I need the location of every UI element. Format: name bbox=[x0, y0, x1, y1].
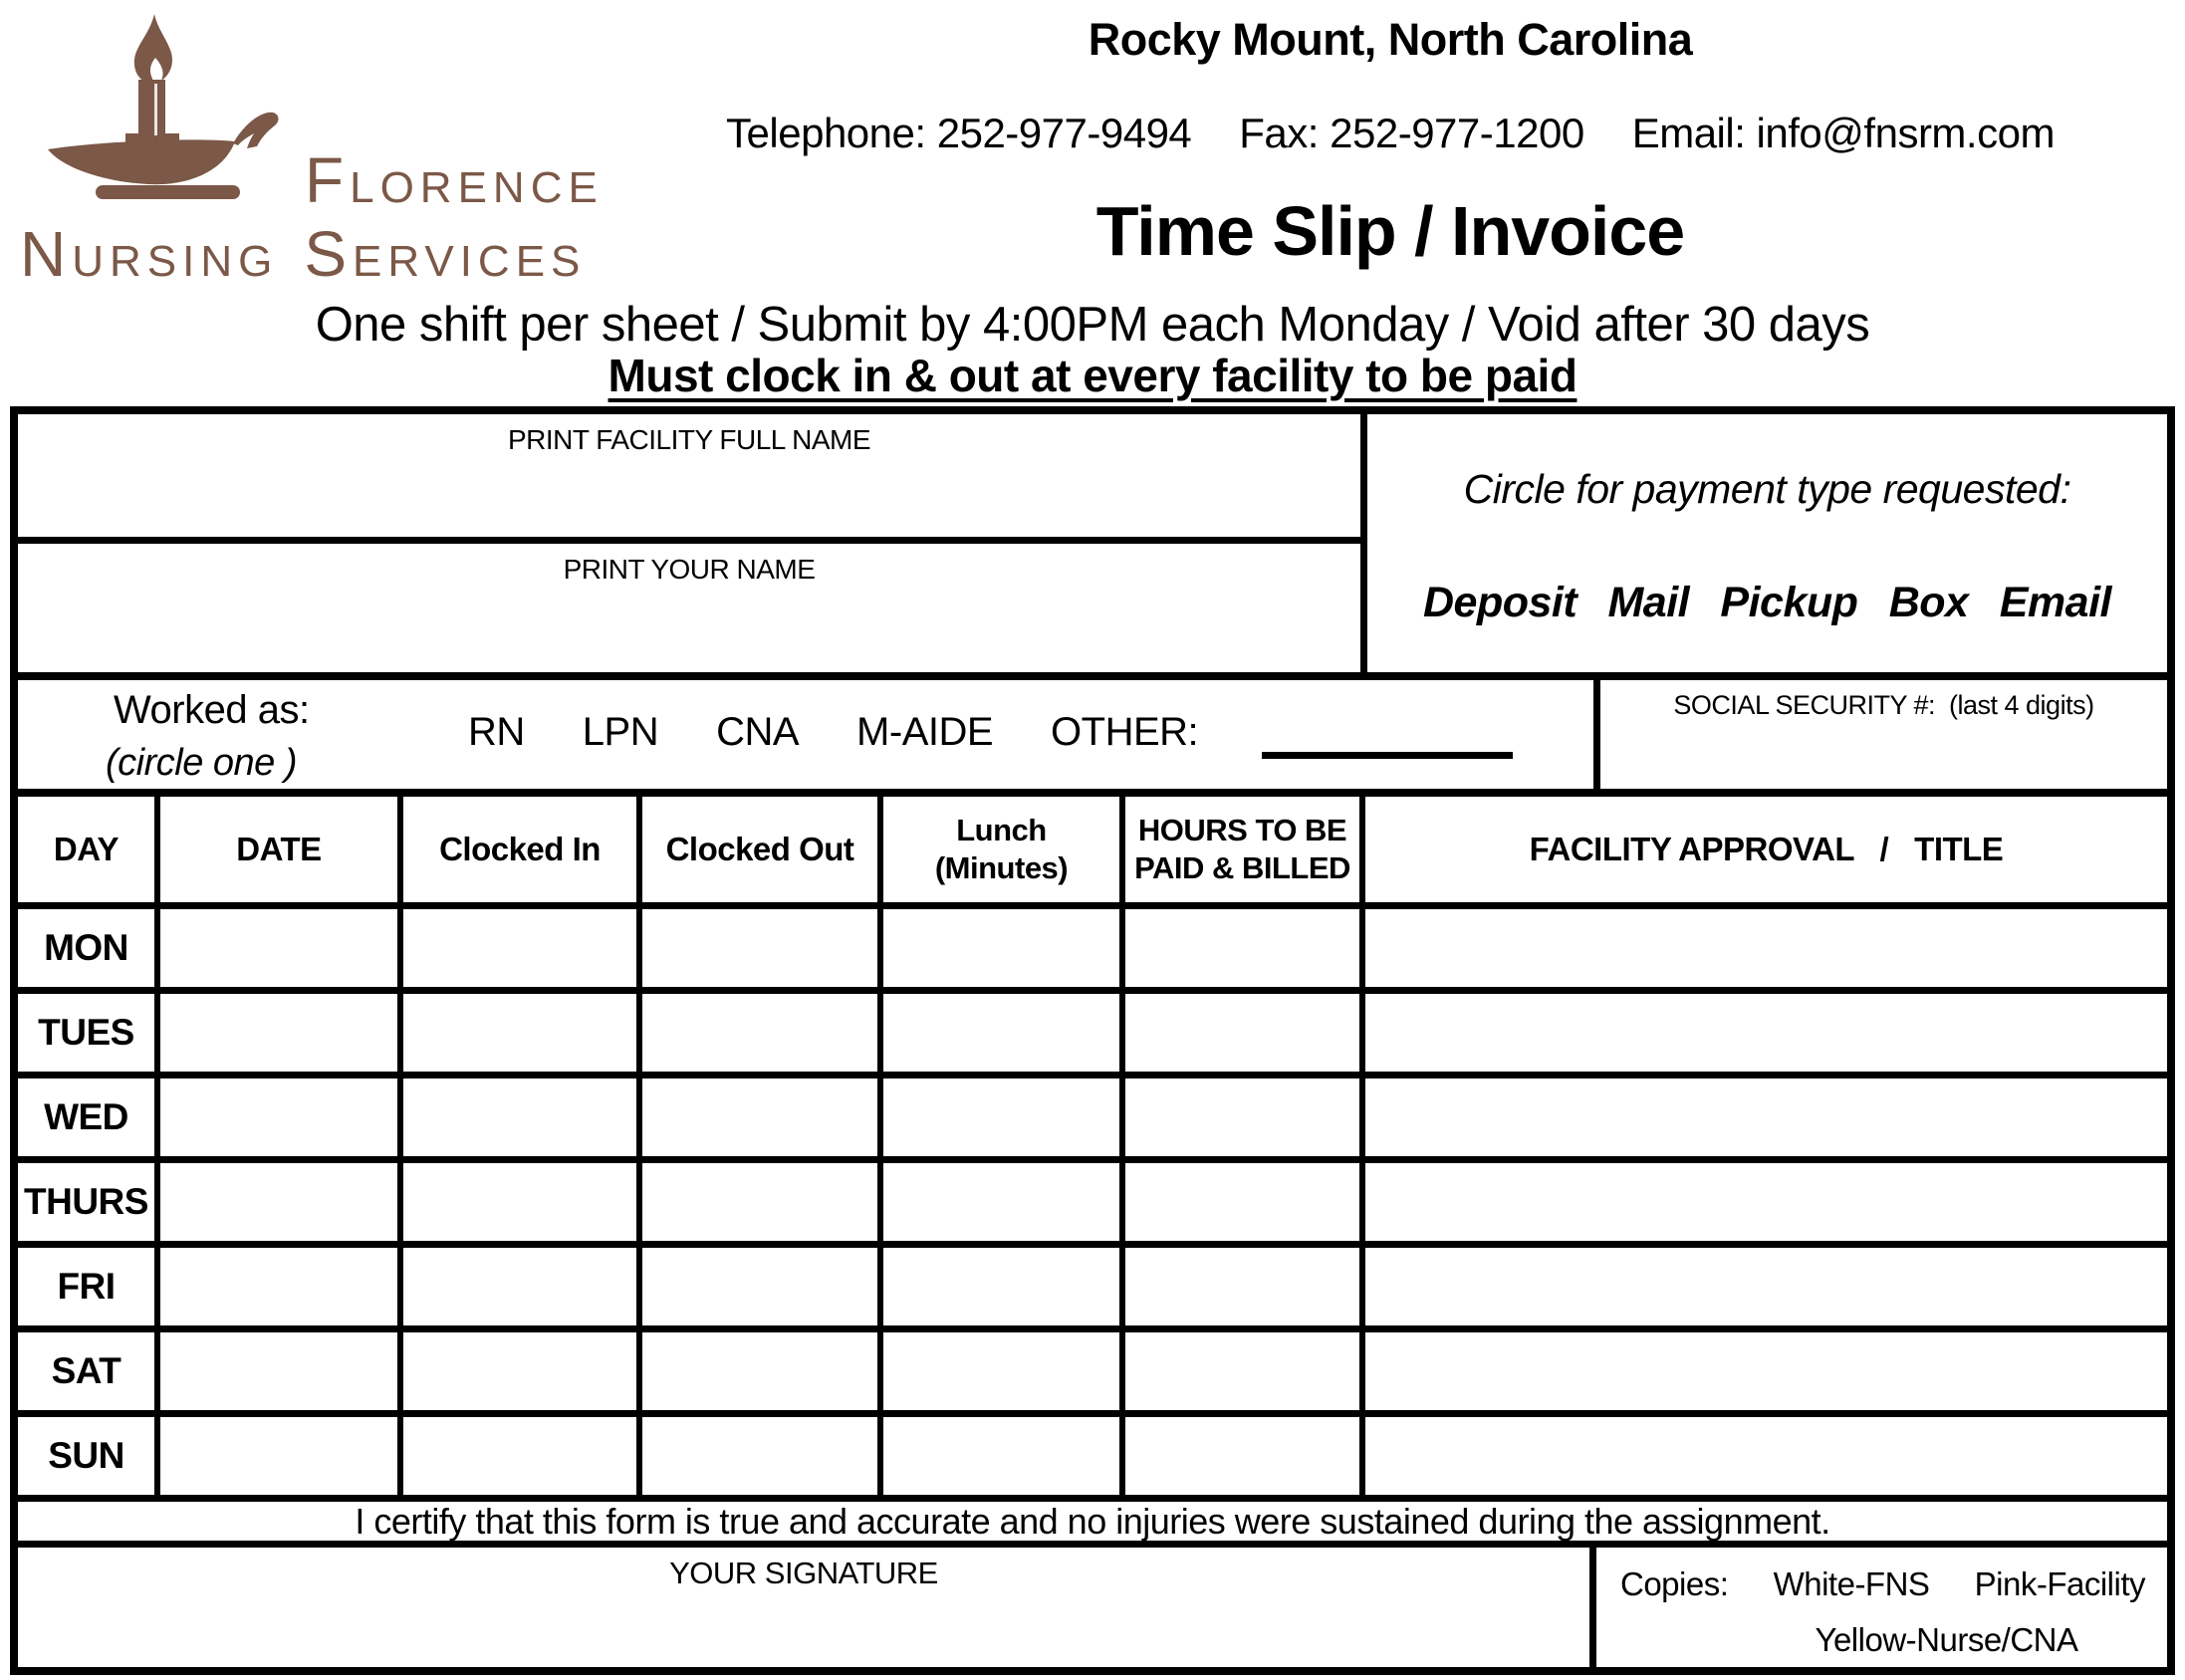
certification-statement: I certify that this form is true and accurate and no injuries were sustained during the assignment. bbox=[18, 1495, 2167, 1548]
payment-type-box bbox=[1360, 414, 2167, 672]
fax-text: Fax: 252-977-1200 bbox=[1239, 110, 1584, 156]
email-text: Email: info@fnsrm.com bbox=[1631, 110, 2055, 156]
entry-cell-wed-clocked-in[interactable] bbox=[397, 1072, 636, 1156]
entry-cell-sun-approval[interactable] bbox=[1359, 1410, 2167, 1495]
day-label-fri: FRI bbox=[18, 1241, 154, 1325]
entry-cell-fri-clocked-out[interactable] bbox=[636, 1241, 877, 1325]
entry-cell-tues-hours[interactable] bbox=[1119, 987, 1359, 1072]
entry-cell-tues-date[interactable] bbox=[154, 987, 397, 1072]
entry-cell-sun-clocked-in[interactable] bbox=[397, 1410, 636, 1495]
entry-cell-sat-hours[interactable] bbox=[1119, 1325, 1359, 1410]
entry-cell-mon-approval[interactable] bbox=[1359, 902, 2167, 987]
entry-cell-thurs-hours[interactable] bbox=[1119, 1156, 1359, 1241]
payment-options bbox=[1367, 579, 2167, 627]
entry-cell-mon-hours[interactable] bbox=[1119, 902, 1359, 987]
copies-box bbox=[1589, 1548, 2167, 1667]
copy-pink-facility: Pink-Facility bbox=[1974, 1565, 2145, 1602]
payment-option-pickup[interactable]: Pickup bbox=[1720, 579, 1858, 626]
entry-cell-fri-approval[interactable] bbox=[1359, 1241, 2167, 1325]
entry-cell-wed-lunch[interactable] bbox=[877, 1072, 1119, 1156]
day-label-mon: MON bbox=[18, 902, 154, 987]
entry-cell-tues-lunch[interactable] bbox=[877, 987, 1119, 1072]
company-logo bbox=[14, 8, 611, 302]
entry-cell-tues-clocked-out[interactable] bbox=[636, 987, 877, 1072]
entry-cell-sat-lunch[interactable] bbox=[877, 1325, 1119, 1410]
names-column bbox=[18, 414, 1360, 672]
role-other-label: OTHER: bbox=[1051, 710, 1199, 754]
entry-cell-mon-lunch[interactable] bbox=[877, 902, 1119, 987]
entry-cell-thurs-clocked-in[interactable] bbox=[397, 1156, 636, 1241]
day-label-wed: WED bbox=[18, 1072, 154, 1156]
facility-name-field[interactable] bbox=[18, 414, 1360, 544]
entry-cell-mon-date[interactable] bbox=[154, 902, 397, 987]
location-line: Rocky Mount, North Carolina bbox=[1088, 14, 1693, 65]
role-option-lpn[interactable]: LPN bbox=[582, 710, 659, 754]
entry-cell-fri-clocked-in[interactable] bbox=[397, 1241, 636, 1325]
day-label-sun: SUN bbox=[18, 1410, 154, 1495]
entry-cell-tues-approval[interactable] bbox=[1359, 987, 2167, 1072]
entry-cell-tues-clocked-in[interactable] bbox=[397, 987, 636, 1072]
brand-name-florence: FLORENCE bbox=[305, 144, 604, 216]
entry-cell-fri-date[interactable] bbox=[154, 1241, 397, 1325]
entry-cell-mon-clocked-in[interactable] bbox=[397, 902, 636, 987]
entry-cell-sat-approval[interactable] bbox=[1359, 1325, 2167, 1410]
col-header-clocked-in: Clocked In bbox=[397, 797, 636, 902]
day-label-thurs: THURS bbox=[18, 1156, 154, 1241]
entry-cell-wed-date[interactable] bbox=[154, 1072, 397, 1156]
day-label-tues: TUES bbox=[18, 987, 154, 1072]
subtitle-line: One shift per sheet / Submit by 4:00PM each Monday / Void after 30 days bbox=[315, 298, 1870, 352]
entry-cell-wed-hours[interactable] bbox=[1119, 1072, 1359, 1156]
entry-cell-sun-hours[interactable] bbox=[1119, 1410, 1359, 1495]
role-option-cna[interactable]: CNA bbox=[716, 710, 800, 754]
worked-as-row bbox=[18, 680, 2167, 797]
names-and-payment-row bbox=[18, 414, 2167, 680]
other-write-line[interactable] bbox=[1262, 752, 1513, 759]
copies-label: Copies: bbox=[1620, 1565, 1729, 1602]
form-body bbox=[10, 406, 2175, 1675]
col-header-clocked-out: Clocked Out bbox=[636, 797, 877, 902]
payment-option-deposit[interactable]: Deposit bbox=[1423, 579, 1578, 626]
entry-cell-thurs-date[interactable] bbox=[154, 1156, 397, 1241]
entry-cell-mon-clocked-out[interactable] bbox=[636, 902, 877, 987]
entry-cell-fri-hours[interactable] bbox=[1119, 1241, 1359, 1325]
entry-cell-sun-lunch[interactable] bbox=[877, 1410, 1119, 1495]
entry-cell-fri-lunch[interactable] bbox=[877, 1241, 1119, 1325]
lamp-icon bbox=[36, 10, 297, 209]
day-label-sat: SAT bbox=[18, 1325, 154, 1410]
role-option-rn[interactable]: RN bbox=[468, 710, 525, 754]
payment-option-email[interactable]: Email bbox=[1999, 579, 2111, 626]
payment-prompt: Circle for payment type requested: bbox=[1463, 466, 2071, 512]
contact-line bbox=[596, 110, 2185, 157]
ssn-field[interactable]: SOCIAL SECURITY #: (last 4 digits) bbox=[1593, 680, 2167, 789]
role-options bbox=[468, 710, 1513, 755]
role-option-m-aide[interactable]: M-AIDE bbox=[856, 710, 994, 754]
entry-cell-sat-date[interactable] bbox=[154, 1325, 397, 1410]
facility-name-label: PRINT FACILITY FULL NAME bbox=[507, 424, 871, 455]
col-header-lunch: Lunch (Minutes) bbox=[877, 797, 1119, 902]
signature-field[interactable] bbox=[18, 1548, 1589, 1667]
brand-name-nursing-services: NURSING SERVICES bbox=[20, 218, 587, 290]
entry-cell-sun-date[interactable] bbox=[154, 1410, 397, 1495]
circle-one-hint: (circle one ) bbox=[106, 742, 297, 784]
payment-option-box[interactable]: Box bbox=[1888, 579, 1969, 626]
col-header-hours: HOURS TO BE PAID & BILLED bbox=[1119, 797, 1359, 902]
form-title: Time Slip / Invoice bbox=[1095, 192, 1685, 270]
entry-cell-sat-clocked-in[interactable] bbox=[397, 1325, 636, 1410]
col-header-day: DAY bbox=[53, 830, 120, 867]
signature-label: YOUR SIGNATURE bbox=[669, 1556, 938, 1590]
entry-cell-wed-clocked-out[interactable] bbox=[636, 1072, 877, 1156]
signature-row bbox=[18, 1548, 2167, 1667]
telephone-text: Telephone: 252-977-9494 bbox=[726, 110, 1192, 156]
entry-cell-thurs-clocked-out[interactable] bbox=[636, 1156, 877, 1241]
entry-cell-sun-clocked-out[interactable] bbox=[636, 1410, 877, 1495]
copy-white-fns: White-FNS bbox=[1773, 1565, 1930, 1602]
entry-cell-thurs-approval[interactable] bbox=[1359, 1156, 2167, 1241]
payment-option-mail[interactable]: Mail bbox=[1607, 579, 1690, 626]
worked-as-label: Worked as: bbox=[114, 688, 310, 732]
copy-yellow-nurse: Yellow-Nurse/CNA bbox=[1815, 1621, 2078, 1658]
entry-cell-wed-approval[interactable] bbox=[1359, 1072, 2167, 1156]
time-table bbox=[18, 797, 2167, 1495]
worked-as-box bbox=[18, 680, 1593, 789]
col-header-facility-approval: FACILITY APPROVAL / TITLE bbox=[1359, 797, 2167, 902]
entry-cell-thurs-lunch[interactable] bbox=[877, 1156, 1119, 1241]
clock-in-notice: Must clock in & out at every facility to be paid bbox=[607, 350, 1578, 401]
col-header-date: DATE bbox=[154, 797, 397, 902]
your-name-label: PRINT YOUR NAME bbox=[563, 554, 816, 585]
entry-cell-sat-clocked-out[interactable] bbox=[636, 1325, 877, 1410]
your-name-field[interactable] bbox=[18, 544, 1360, 672]
